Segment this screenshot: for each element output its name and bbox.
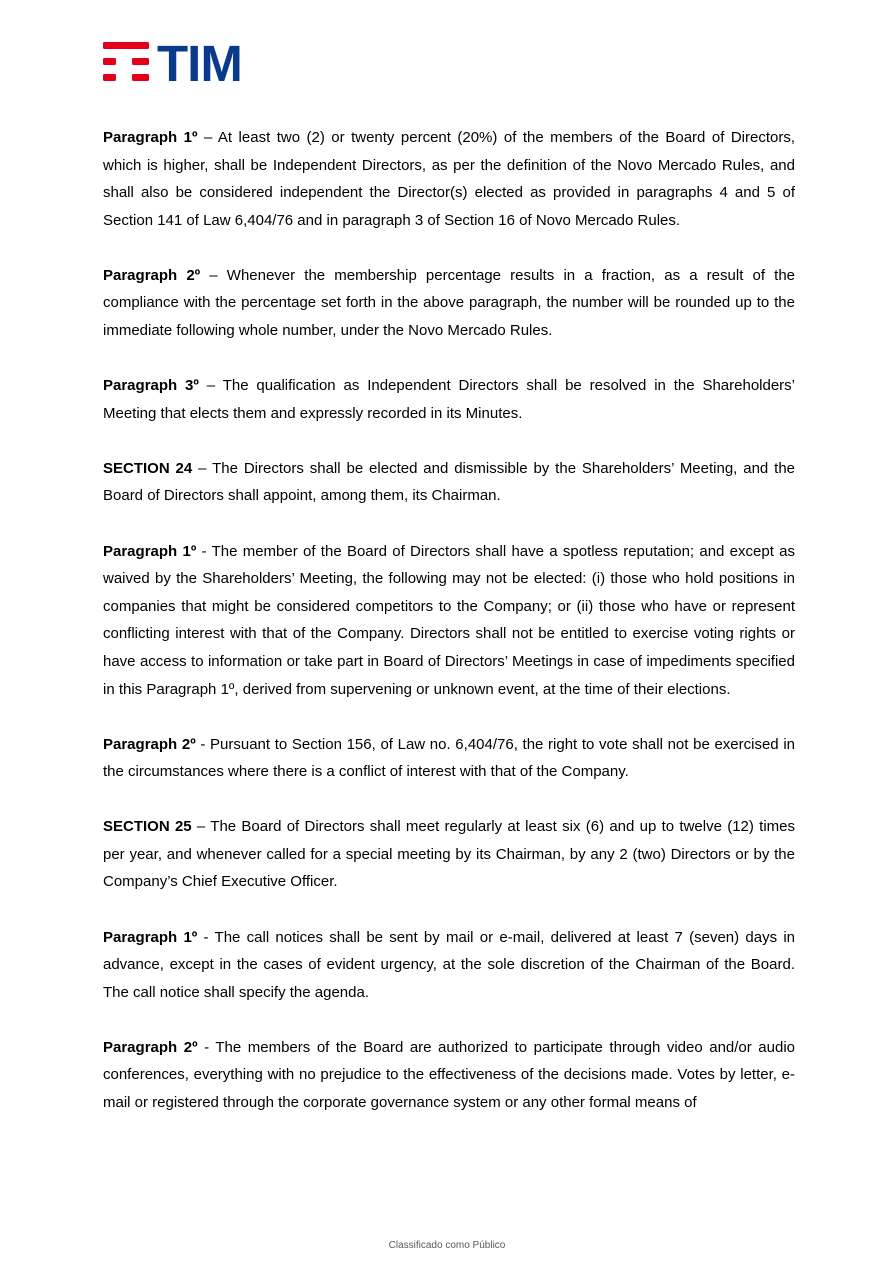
logo-red-bar-top (103, 42, 149, 49)
paragraph-text: Whenever the membership percentage results in a fraction, as a result of the compliance with the percentage set forth in the above paragraph, the number will be rounded up to the immediate following whole number, under the Novo Mercado Rules. (103, 266, 795, 340)
paragraph-separator: – (197, 129, 218, 146)
paragraph-text: The Board of Directors shall meet regularly at least six (6) and up to twelve (12) times per year, and whenever called for a special meeting by its Chairman, by any 2 (two) Directors or by the Company’s Chief Executive Officer. (103, 818, 795, 891)
tim-logo (102, 41, 252, 85)
paragraph-2 (103, 262, 795, 345)
paragraph-separator: – (200, 266, 227, 284)
paragraph-text: The Directors shall be elected and dismissible by the Shareholders’ Meeting, and the Board of Directors shall appoint, among them, its Chairman. (103, 459, 795, 505)
paragraph-heading: Paragraph 2º (103, 1038, 198, 1056)
paragraph-3 (103, 372, 795, 427)
section-24 (103, 455, 795, 510)
paragraph-text: The qualification as Independent Directors shall be resolved in the Shareholders’ Meeting that elects them and expressly recorded in its Minutes. (103, 377, 796, 422)
paragraph-separator: – (192, 459, 213, 477)
paragraph-heading: Paragraph 1º (103, 928, 198, 946)
section-heading: SECTION 25 (103, 818, 192, 836)
paragraph-heading: Paragraph 2º (103, 266, 201, 284)
paragraph-text: At least two (2) or twenty percent (20%) of the members of the Board of Directors, which is higher, shall be Independent Directors, as per the definition of the Novo Mercado Rules, and shall also be considered independent the Director(s) elected as provided in paragraphs 4 and 5 of Section 141 of Law 6,404/76 and in paragraph 3 of Section 16 of Novo Mercado Rules. (103, 129, 795, 229)
logo-mark-icon (103, 42, 149, 81)
section-25 (103, 813, 795, 896)
paragraph-separator: - (197, 928, 215, 946)
paragraph-separator: – (198, 377, 223, 395)
paragraph-separator: – (191, 818, 211, 836)
paragraph-text: The member of the Board of Directors shall have a spotless reputation; and except as waived by the Shareholders’ Meeting, the following may not be elected: (i) those who hold positions in companies that might be considered competitors to the Company; or (ii) those who have or represent conflicting interest with that of the Company. Directors shall not be entitled to exercise voting rights or have access to information or take part in Board of Directors’ Meetings in case of impediments specified in this Paragraph 1º, derived from supervening or unknown event, at the time of their elections. (103, 542, 795, 698)
paragraph-heading: Paragraph 1º (103, 129, 198, 146)
paragraph-1 (103, 124, 795, 234)
logo-red-bar-mid-right (132, 58, 149, 65)
paragraph-separator: - (195, 735, 211, 753)
logo-red-bar-bottom-right (132, 74, 149, 81)
paragraph-heading: Paragraph 3º (103, 377, 199, 395)
paragraph-5 (103, 538, 795, 704)
paragraph-9 (103, 1034, 795, 1117)
document-body (103, 124, 795, 1144)
paragraph-text: The call notices shall be sent by mail or e-mail, delivered at least 7 (seven) days in advance, except in the cases of evident urgency, at the sole discretion of the Chairman of the Board. The call notice shall specify the agenda. (103, 928, 796, 1001)
paragraph-6 (103, 731, 795, 786)
logo-red-bar-bottom-left (103, 74, 116, 81)
classification-footer: Classificado como Público (388, 1240, 506, 1251)
paragraph-8 (103, 924, 795, 1007)
section-heading: SECTION 24 (103, 459, 193, 477)
paragraph-text: Pursuant to Section 156, of Law no. 6,404/76, the right to vote shall not be exercised in the circumstances where there is a conflict of interest with that of the Company. (103, 735, 795, 781)
logo-red-bar-mid-left (103, 58, 116, 65)
paragraph-heading: Paragraph 2º (103, 735, 196, 753)
paragraph-heading: Paragraph 1º (103, 542, 197, 560)
paragraph-separator: - (197, 1038, 216, 1056)
paragraph-separator: - (196, 542, 212, 560)
paragraph-text: The members of the Board are authorized to participate through video and/or audio conferences, everything with no prejudice to the effectiveness of the decisions made. Votes by letter, e-mail or registered through the corporate governance system or any other formal means of (103, 1038, 796, 1112)
logo-wordmark: TIM (157, 41, 242, 85)
